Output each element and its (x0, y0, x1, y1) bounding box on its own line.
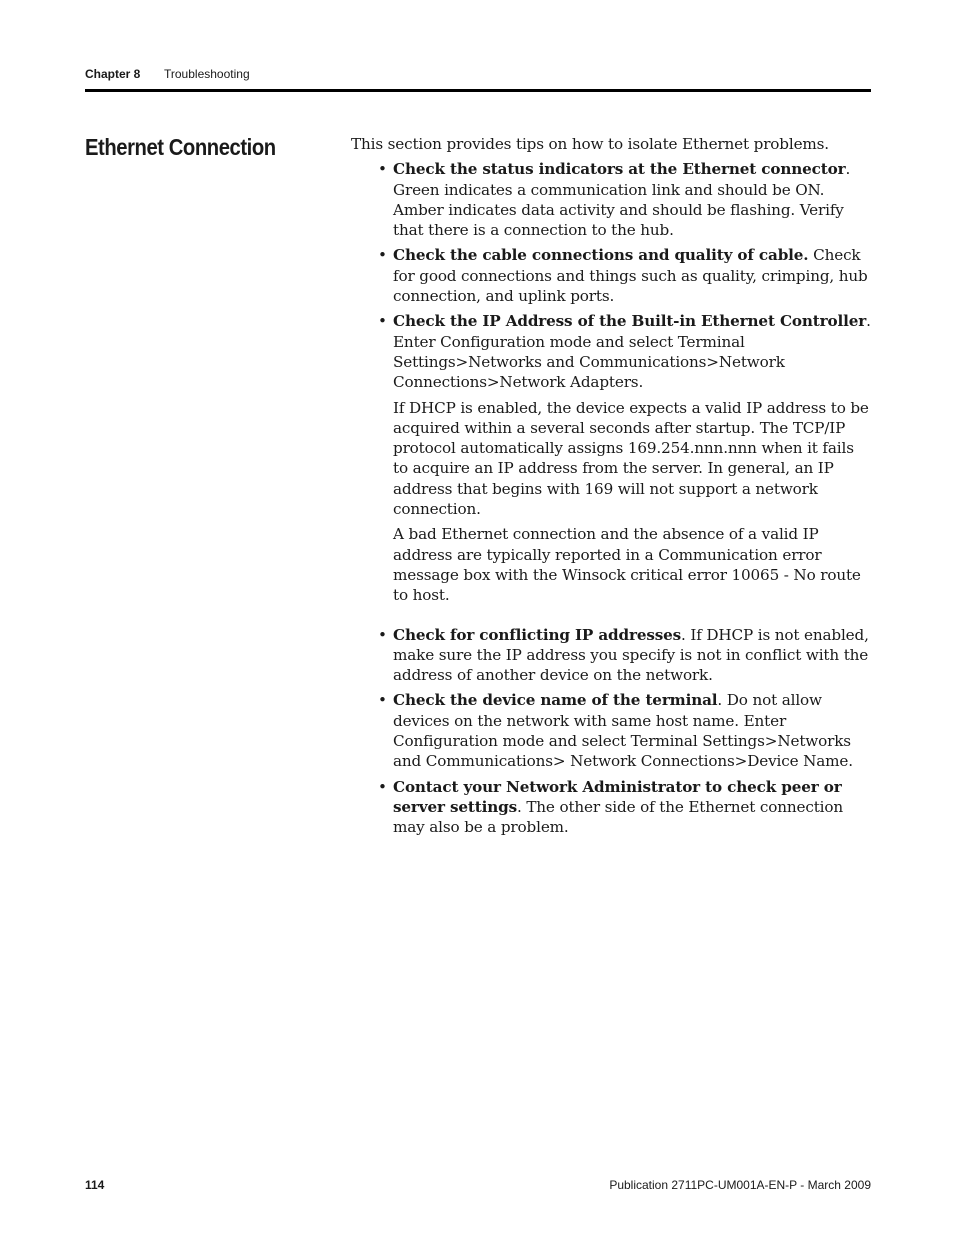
section-body (351, 134, 871, 843)
item-lead: Check the device name of the terminal (393, 691, 718, 710)
list-item (351, 625, 871, 686)
item-lead: Contact your Network Administrator to check peer or server settings (393, 777, 842, 816)
page-number: 114 (85, 1178, 105, 1192)
item-text: . Do not allow devices on the network with same host name. Enter Configuration mode and select Terminal Settings>Networks and Communications> Network Connections>Device Name. (393, 691, 853, 771)
bullet-icon: • (378, 246, 387, 265)
winsock-paragraph: A bad Ethernet connection and the absence of a valid IP address are typically reported in a Communication error message box with the Winsock critical error 10065 - No route to host. (393, 525, 861, 605)
item-lead: Check the IP Address of the Built-in Ethernet Controller (393, 312, 867, 331)
item-text: . If DHCP is not enabled, make sure the IP address you specify is not in conflict with the address of another device on the network. (393, 625, 869, 685)
item-lead: Check the cable connections and quality of cable. (393, 246, 809, 265)
item-text: . Green indicates a communication link and should be ON. Amber indicates data activity and should be flashing. Verify that there is a connection to the hub. (393, 160, 851, 240)
list-item (351, 690, 871, 771)
list-item (351, 311, 871, 605)
item-lead: Check for conflicting IP addresses (393, 625, 682, 644)
bullet-icon: • (378, 777, 387, 796)
dhcp-paragraph: If DHCP is enabled, the device expects a valid IP address to be acquired within a several seconds after startup. The TCP/IP protocol automatically assigns 169.254.nnn.nnn when it fails to acquire an IP address from the server. In general, an IP address that begins with 169 will not support a network connection. (393, 398, 869, 519)
header-rule (85, 89, 871, 92)
section-heading: Ethernet Connection (85, 134, 276, 160)
bullet-icon: • (378, 160, 387, 179)
bullet-icon: • (378, 691, 387, 710)
list-item (351, 245, 871, 306)
item-text: Check for good connections and things such as quality, crimping, hub connection, and uplink ports. (393, 246, 868, 306)
publication-info: Publication 2711PC-UM001A-EN-P - March 2009 (609, 1178, 871, 1192)
chapter-title: Troubleshooting (164, 67, 250, 81)
tips-list (351, 159, 871, 837)
bullet-icon: • (378, 312, 387, 331)
list-item (351, 777, 871, 838)
page-header (85, 66, 871, 82)
intro-paragraph: This section provides tips on how to isolate Ethernet problems. (351, 135, 829, 153)
chapter-label: Chapter 8 (85, 67, 141, 81)
page-footer (85, 1176, 871, 1194)
list-item (351, 159, 871, 240)
bullet-icon: • (378, 625, 387, 644)
item-text: . Enter Configuration mode and select Terminal Settings>Networks and Communications>Network Connections>Network Adapters. (393, 312, 871, 392)
item-text: . The other side of the Ethernet connection may also be a problem. (393, 797, 843, 837)
item-lead: Check the status indicators at the Ethernet connector (393, 160, 846, 179)
